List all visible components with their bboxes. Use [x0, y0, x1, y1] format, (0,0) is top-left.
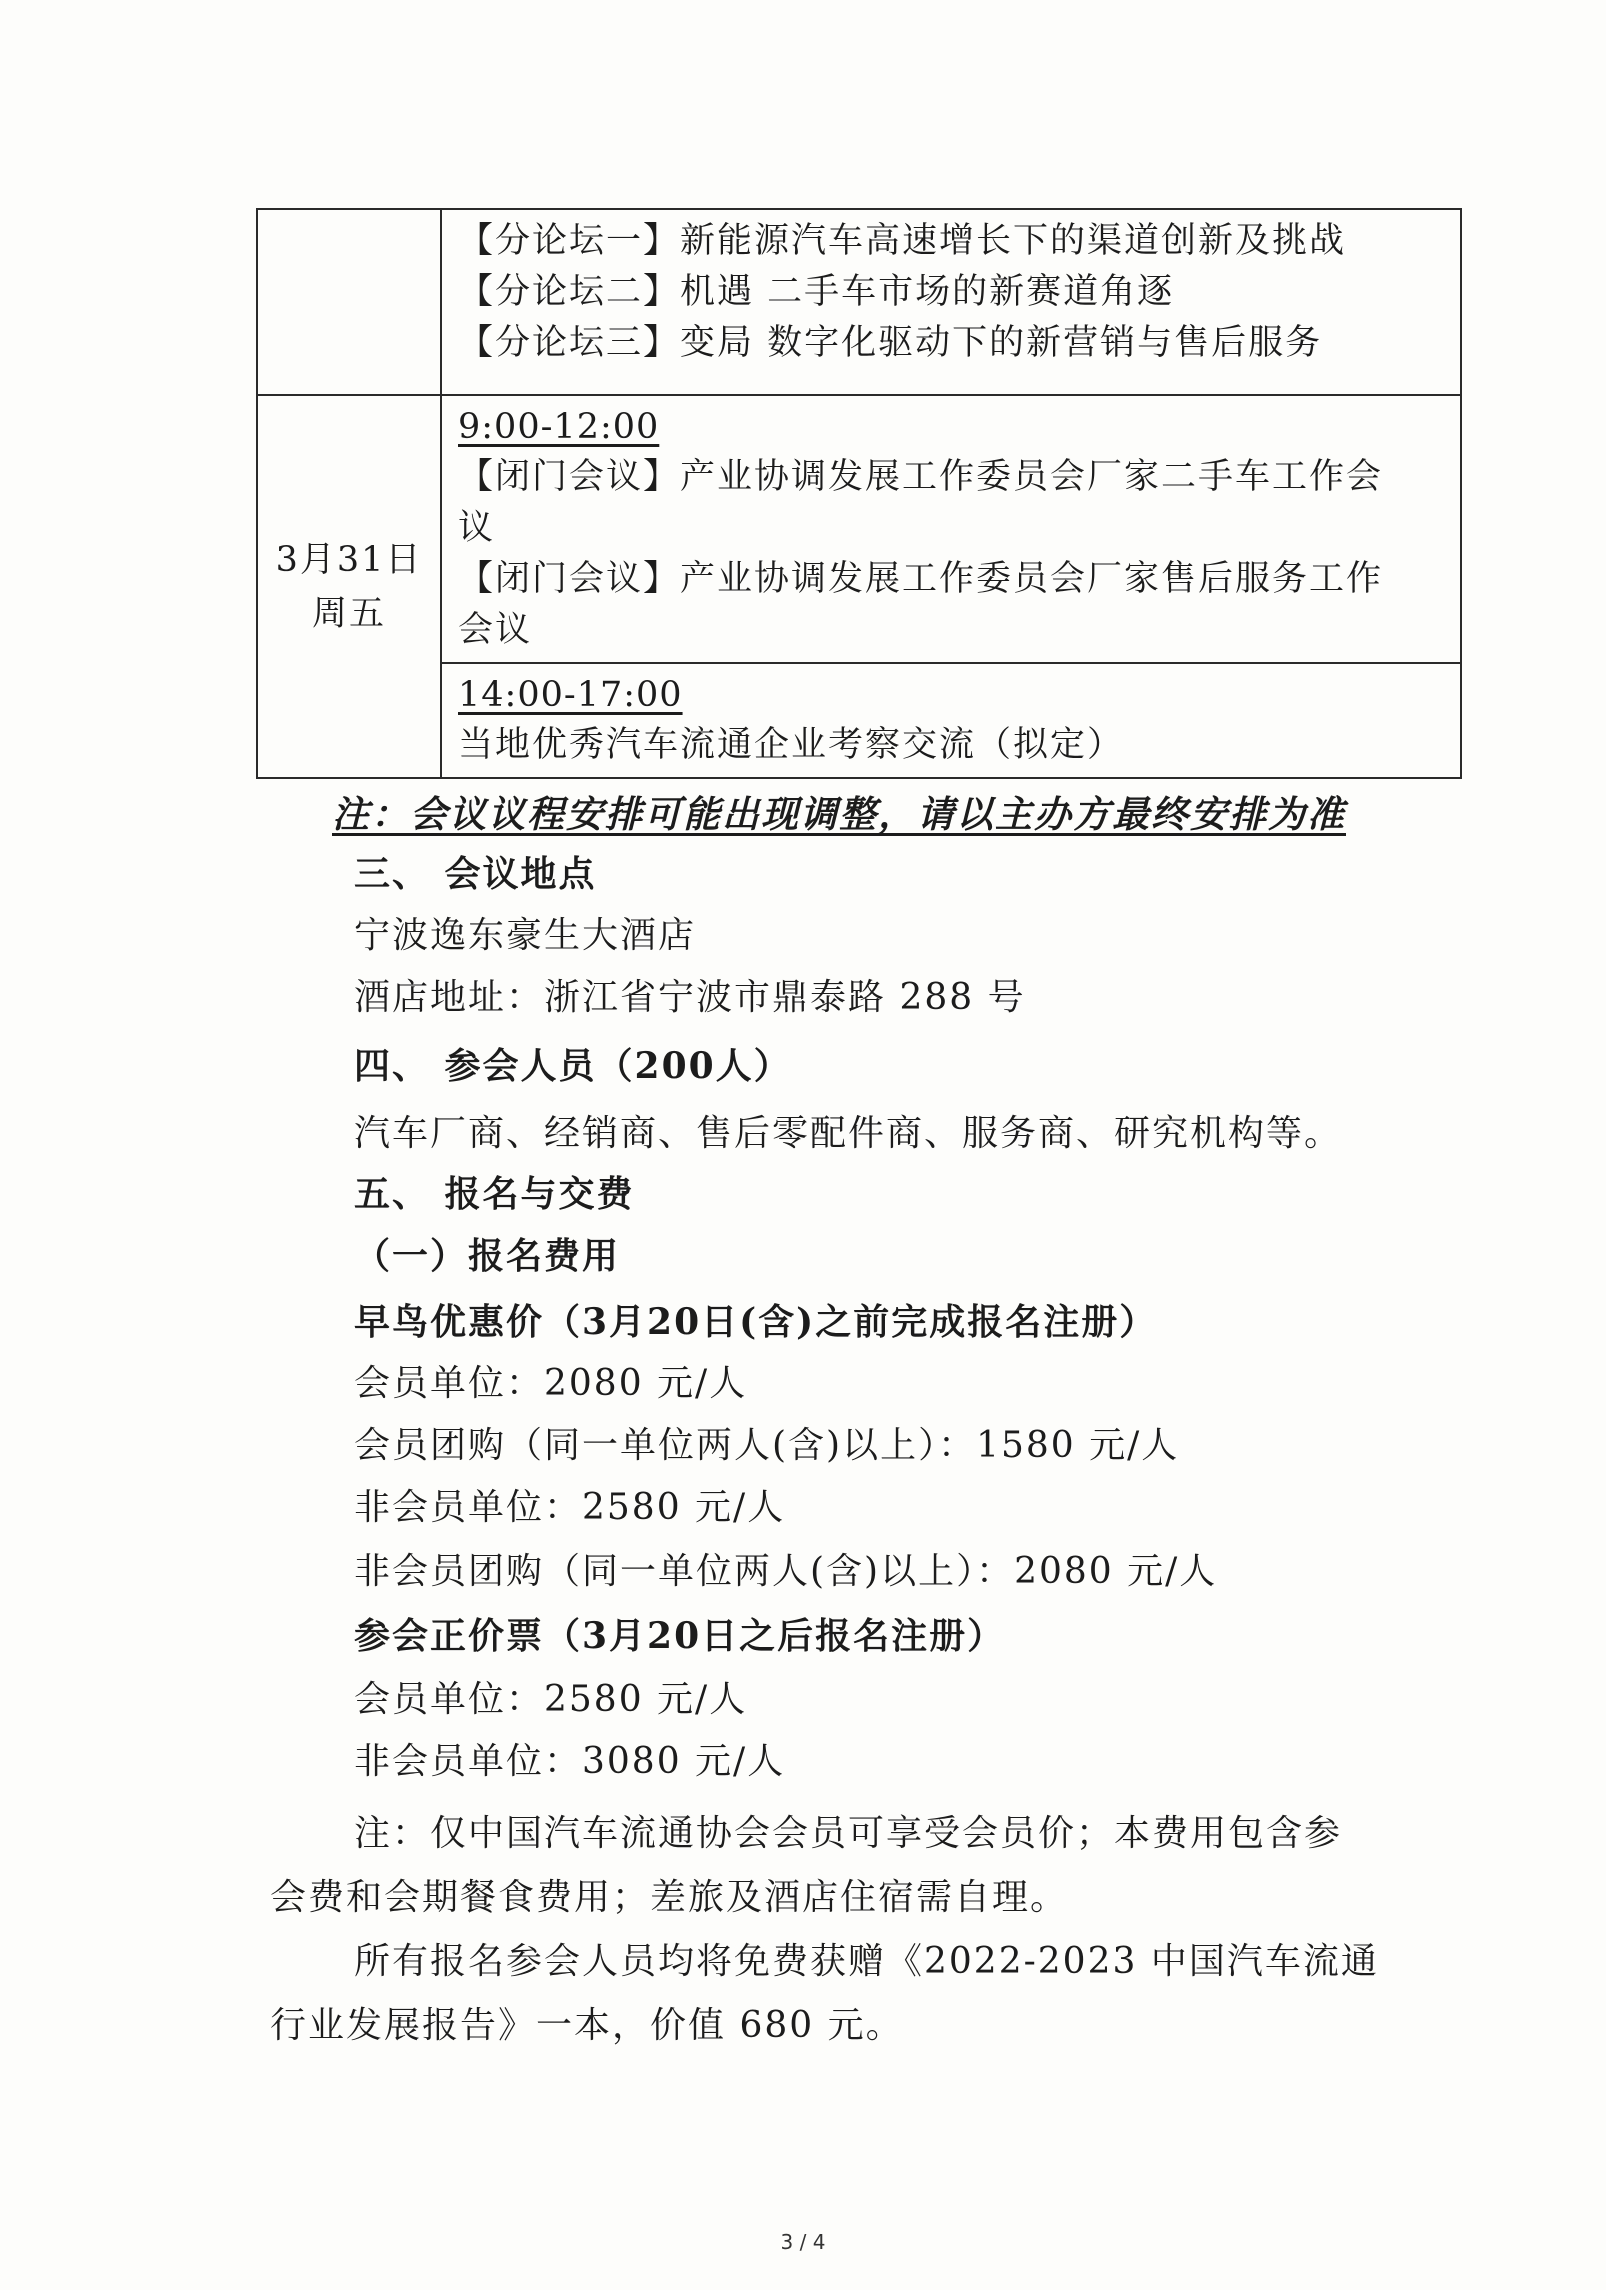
early-nonmember-price: 非会员单位：2580 元/人: [354, 1487, 786, 1528]
schedule-row-forums: [257, 209, 1461, 395]
morning-time: 9:00-12:00: [458, 407, 660, 447]
hotel-address: 酒店地址：浙江省宁波市鼎泰路 288 号: [354, 977, 1026, 1018]
afternoon-item: 当地优秀汽车流通企业考察交流（拟定）: [458, 725, 1125, 765]
morning-item-2: 【闭门会议】产业协调发展工作委员会厂家售后服务工作: [458, 559, 1384, 599]
forum-item-1: 【分论坛一】新能源汽车高速增长下的渠道创新及挑战: [458, 221, 1347, 261]
page-number: 3 / 4: [780, 2230, 826, 2254]
afternoon-cell: [441, 663, 1461, 778]
attendees-text: 汽车厂商、经销商、售后零配件商、服务商、研究机构等。: [354, 1113, 1343, 1154]
agenda-note: 注：会议议程安排可能出现调整，请以主办方最终安排为准: [332, 792, 1346, 836]
regular-nonmember-price: 非会员单位：3080 元/人: [354, 1741, 786, 1782]
afternoon-time: 14:00-17:00: [458, 675, 683, 715]
fee-note-line1: 注：仅中国汽车流通协会会员可享受会员价；本费用包含参: [354, 1813, 1343, 1854]
schedule-row-morning: [257, 395, 1461, 663]
morning-cell: [441, 395, 1461, 663]
gift-line2: 行业发展报告》一本，价值 680 元。: [270, 2005, 904, 2046]
schedule-table: [256, 208, 1462, 779]
early-member-group-price: 会员团购（同一单位两人(含)以上）：1580 元/人: [354, 1425, 1180, 1466]
early-nonmember-group-price: 非会员团购（同一单位两人(含)以上）：2080 元/人: [354, 1551, 1218, 1592]
regular-member-price: 会员单位：2580 元/人: [354, 1679, 748, 1720]
early-member-price: 会员单位：2080 元/人: [354, 1363, 748, 1404]
fee-subheading: （一）报名费用: [354, 1235, 621, 1277]
morning-item-1-cont: 议: [458, 508, 496, 548]
schedule-date: 3月31日: [275, 539, 423, 580]
morning-item-2-cont: 会议: [458, 610, 533, 650]
hotel-name: 宁波逸东豪生大酒店: [354, 915, 697, 956]
early-bird-heading: 早鸟优惠价（3月20日(含)之前完成报名注册）: [354, 1301, 1158, 1343]
schedule-weekday: 周五: [311, 593, 386, 634]
gift-line1: 所有报名参会人员均将免费获赠《2022-2023 中国汽车流通: [354, 1941, 1379, 1982]
forum-item-2: 【分论坛二】机遇 二手车市场的新赛道角逐: [458, 272, 1175, 312]
regular-heading: 参会正价票（3月20日之后报名注册）: [354, 1615, 1006, 1657]
section3-heading: 三、 会议地点: [354, 853, 597, 895]
date-cell: [257, 395, 441, 778]
forum-cell: [441, 209, 1461, 395]
forum-item-3: 【分论坛三】变局 数字化驱动下的新营销与售后服务: [458, 323, 1323, 363]
fee-note-line2: 会费和会期餐食费用；差旅及酒店住宿需自理。: [270, 1877, 1069, 1918]
date-cell-empty: [257, 209, 441, 395]
section4-heading: 四、 参会人员（200人）: [354, 1045, 792, 1087]
morning-item-1: 【闭门会议】产业协调发展工作委员会厂家二手车工作会: [458, 457, 1384, 497]
section5-heading: 五、 报名与交费: [354, 1173, 635, 1215]
